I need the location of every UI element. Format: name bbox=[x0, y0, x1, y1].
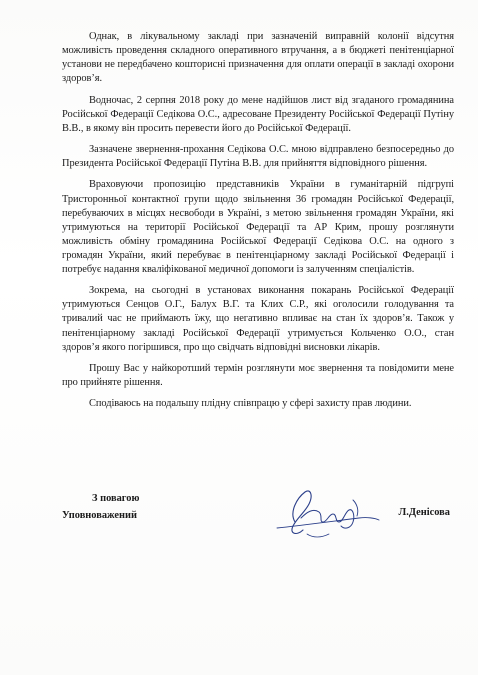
paragraph-detained-citizens: Зокрема, на сьогодні в установах виконання покарань Російської Федерації утримуються Сенцов О.Г., Балух В.Г. та Клих С.Р., які оголосили голодування та тривалий час не приймають їжу, що негативно впливає на стан їх здоров’я. Також у пенітенціарному закладі Російської Федерації утримується Кольченко О.О., стан здоров’я якого погіршився, про що свідчать відповідні висновки лікарів. bbox=[62, 285, 454, 353]
paragraph-request: Прошу Вас у найкоротший термін розглянути моє звернення та повідомити мене про прийняте рішення. bbox=[62, 362, 454, 388]
signatory-name: Л.Денісова bbox=[398, 507, 450, 518]
paragraph-received-letter: Водночас, 2 серпня 2018 року до мене надійшов лист від згаданого громадянина Російської Федерації Седікова О.С., адресоване Президенту Російської Федерації Путіну В.В., в якому він просить перевести його до Російської Федерації. bbox=[62, 94, 454, 134]
signature-block bbox=[62, 490, 454, 560]
paragraph-exchange-proposal: Враховуючи пропозицію представників України в гуманітарній підгрупі Тристоронньої контактної групи щодо звільнення 36 громадян Російської Федерації, перебуваючих в місцях несвободи в Україні, з метою звільнення громадян України, які утримуються на території Російської Федерації та АР Крим, прошу розглянути можливість обміну громадянина Російської Федерації Седікова О.С. на одного з громадян України, який перебуває в пенітенціарному закладі Російської Федерації і потребує надання кваліфікованої медичної допомоги із залученням спеціалістів. bbox=[62, 179, 454, 275]
paragraph-medical-facility: Однак, в лікувальному закладі при зазначеній виправній колонії відсутня можливість проведення складного оперативного втручання, а в бюджеті пенітенціарної установи не передбачено кошторисні призначення для оплати операції в закладі охорони здоров’я. bbox=[62, 31, 454, 85]
handwritten-signature bbox=[267, 482, 387, 544]
letter-body bbox=[62, 30, 454, 419]
signatory-position: Уповноважений bbox=[62, 510, 138, 521]
paragraph-cooperation: Сподіваюсь на подальшу плідну співпрацю у сфері захисту прав людини. bbox=[89, 398, 412, 410]
signatory-title bbox=[62, 490, 139, 524]
paragraph-forwarded-request: Зазначене звернення-прохання Седікова О.С. мною відправлено безпосередньо до Президента Російської Федерації Путіна В.В. для прийняття відповідного рішення. bbox=[62, 144, 454, 170]
closing-phrase: З повагою bbox=[92, 493, 140, 504]
